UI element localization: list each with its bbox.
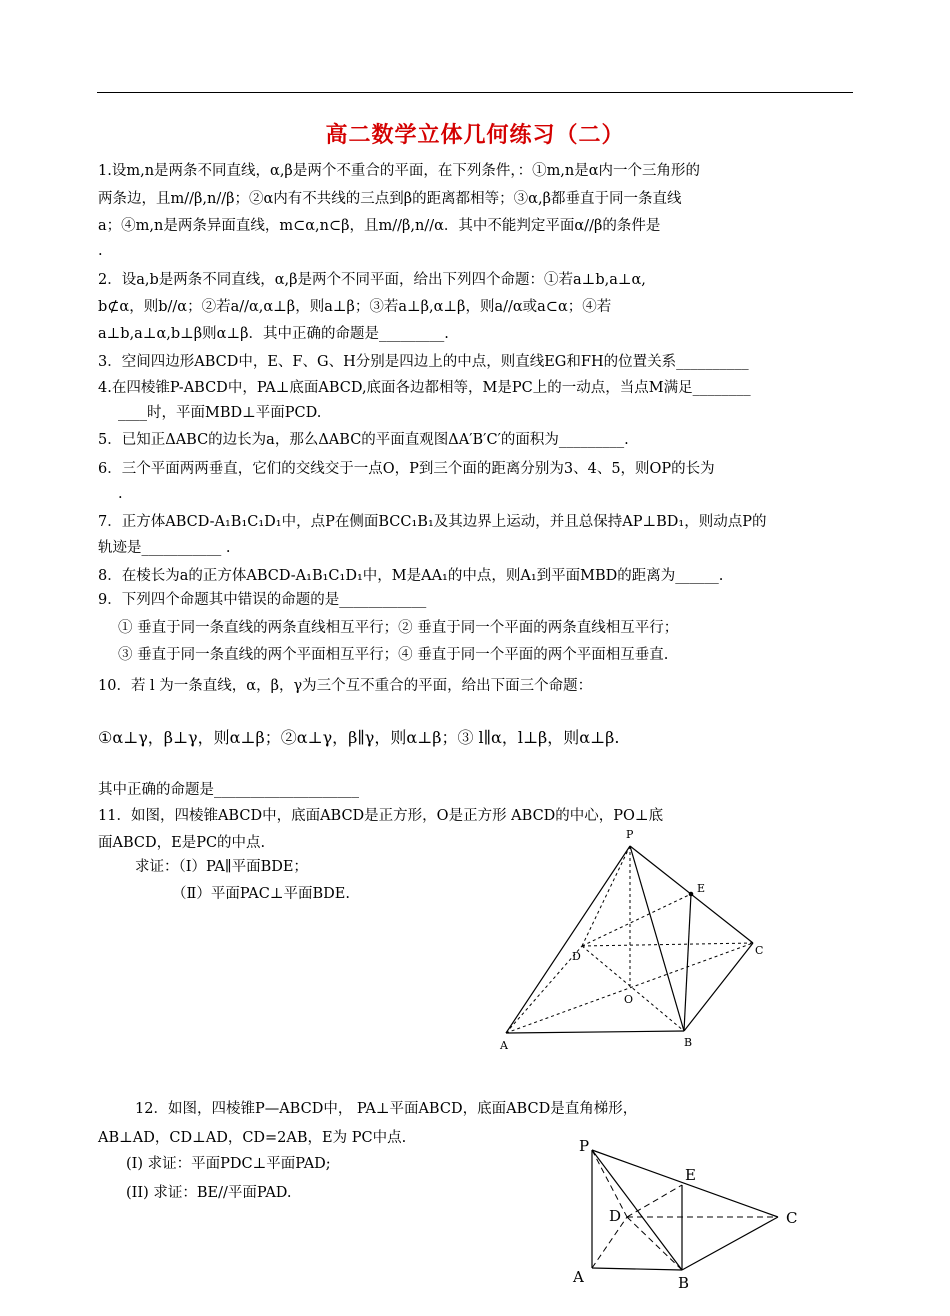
figure-1-pyramid: [490, 820, 780, 1060]
q2-line-1: 2．设a,b是两条不同直线，α,β是两个不同平面，给出下列四个命题：①若a⊥b,a⊥α,: [98, 272, 646, 288]
q11-line-1: 11．如图，四棱锥ABCD中，底面ABCD是正方形，O是正方形 ABCD的中心，PO⊥底: [98, 808, 664, 824]
q11-line-2: 面ABCD，E是PC的中点.: [98, 835, 266, 851]
point-E: [689, 892, 694, 897]
edge-BC: [682, 1217, 778, 1270]
q7-line-2: 轨迹是___________ .: [98, 540, 231, 556]
label-D: D: [572, 950, 581, 963]
edge-PD: [582, 846, 630, 946]
label-D: D: [609, 1207, 622, 1225]
label-C: C: [755, 944, 764, 957]
diag-DB: [627, 1217, 682, 1270]
q9-option-1-2: ① 垂直于同一条直线的两条直线相互平行；② 垂直于同一个平面的两条直线相互平行；: [118, 620, 679, 636]
edge-AB: [506, 1031, 684, 1033]
label-A: A: [573, 1268, 584, 1286]
q1-line-4: .: [98, 243, 103, 259]
edge-PA: [506, 846, 630, 1033]
edge-DC: [582, 943, 753, 946]
figure-2-pyramid: [565, 1135, 815, 1305]
q2-line-3: a⊥b,a⊥α,b⊥β则α⊥β．其中正确的命题是_________.: [98, 326, 449, 342]
q10-answer-line: 其中正确的命题是____________________: [98, 782, 359, 798]
q5-line: 5．已知正ΔABC的边长为a，那么ΔABC的平面直观图ΔA′B′C′的面积为_________.: [98, 432, 629, 448]
edge-EB: [684, 894, 691, 1031]
q11-proof-2: （Ⅱ）平面PAC⊥平面BDE.: [172, 886, 350, 902]
q1-line-2: 两条边，且m//β,n//β；②α内有不共线的三点到β的距离都相等；③α,β都垂直于同一条直线: [98, 191, 682, 207]
diag-DB: [582, 946, 684, 1031]
q11-proof-1: 求证：（Ⅰ）PA∥平面BDE；: [135, 859, 308, 875]
q12-line-2: AB⊥AD，CD⊥AD，CD=2AB，E为 PC中点.: [98, 1130, 407, 1146]
q6-line-1: 6．三个平面两两垂直，它们的交线交于一点O，P到三个面的距离分别为3、4、5，则OP的长为: [98, 461, 715, 477]
edge-PB: [592, 1150, 682, 1270]
q12-line-1: 12．如图，四棱锥P—ABCD中， PA⊥平面ABCD，底面ABCD是直角梯形，: [135, 1101, 638, 1117]
edge-AB: [592, 1268, 682, 1270]
q10-propositions: ①α⊥γ，β⊥γ，则α⊥β；②α⊥γ，β∥γ，则α⊥β；③ l∥α，l⊥β，则α⊥β.: [98, 728, 620, 747]
edge-DE: [582, 894, 691, 946]
header-rule: [97, 92, 853, 93]
q12-proof-1: (I) 求证：平面PDC⊥平面PAD;: [126, 1156, 331, 1172]
edge-DE: [627, 1185, 682, 1217]
q2-line-2: b⊄α，则b//α；②若a//α,α⊥β，则a⊥β；③若a⊥β,α⊥β，则a//α或a⊂α；④若: [98, 299, 612, 315]
q9-line: 9．下列四个命题其中错误的命题的是____________: [98, 592, 427, 608]
label-B: B: [678, 1274, 690, 1292]
q10-line-1: 10．若 l 为一条直线，α，β，γ为三个互不重合的平面，给出下面三个命题：: [98, 678, 593, 694]
label-E: E: [697, 882, 706, 895]
label-P: P: [626, 828, 634, 841]
q12-proof-2: (II) 求证：BE//平面PAD.: [126, 1185, 292, 1201]
edge-AD: [506, 946, 582, 1033]
q4-line-2: ____时，平面MBD⊥平面PCD.: [118, 405, 322, 421]
label-O: O: [624, 993, 634, 1006]
edge-PB: [630, 846, 684, 1031]
label-C: C: [786, 1209, 798, 1227]
label-P: P: [579, 1137, 590, 1155]
label-A: A: [500, 1039, 508, 1052]
label-B: B: [684, 1036, 693, 1049]
q6-line-2: .: [118, 486, 123, 502]
label-E: E: [685, 1166, 696, 1184]
q8-line: 8．在棱长为a的正方体ABCD-A₁B₁C₁D₁中，M是AA₁的中点，则A₁到平面MBD的距离为______.: [98, 568, 724, 584]
q3-line: 3．空间四边形ABCD中，E、F、G、H分别是四边上的中点，则直线EG和FH的位置关系__________: [98, 354, 749, 370]
q9-option-3-4: ③ 垂直于同一条直线的两个平面相互平行；④ 垂直于同一个平面的两个平面相互垂直.: [118, 647, 669, 663]
q4-line-1: 4.在四棱锥P-ABCD中，PA⊥底面ABCD,底面各边都相等，M是PC上的一动点，当点M满足________: [98, 380, 751, 396]
edge-BC: [684, 943, 753, 1031]
q1-line-3: a；④m,n是两条异面直线，m⊂α,n⊂β，且m//β,n//α．其中不能判定平面α//β的条件是: [98, 218, 661, 234]
q1-line-1: 1.设m,n是两条不同直线，α,β是两个不重合的平面，在下列条件，：①m,n是α内一个三角形的: [98, 163, 701, 179]
q7-line-1: 7．正方体ABCD-A₁B₁C₁D₁中，点P在侧面BCC₁B₁及其边界上运动，并且总保持AP⊥BD₁，则动点P的: [98, 514, 767, 530]
page-title: 高二数学立体几何练习（二）: [325, 123, 625, 148]
